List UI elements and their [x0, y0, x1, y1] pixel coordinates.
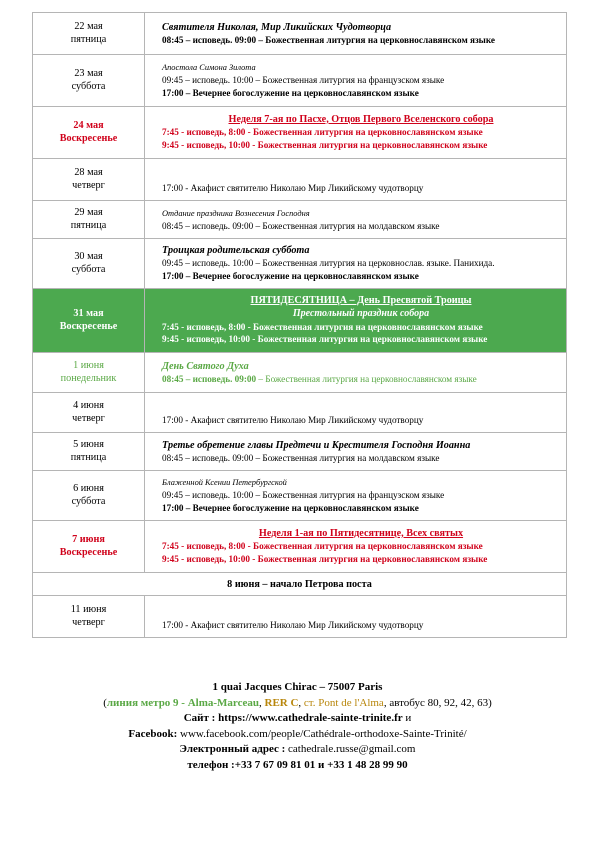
fast-note: 8 июня – начало Петрова поста — [33, 573, 567, 596]
service-line: 09:45 – исповедь. 10:00 – Божественная литургия на церковнослав. языке. Панихида. — [162, 258, 495, 269]
schedule-row — [33, 201, 567, 239]
schedule-row — [33, 55, 567, 107]
date: 24 мая — [73, 119, 104, 131]
weekday: понедельник — [60, 372, 117, 384]
schedule-row — [33, 159, 567, 201]
feast-title: Неделя 1-ая по Пятидесятнице, Всех святых — [258, 527, 464, 539]
schedule-row — [33, 433, 567, 471]
date-cell — [33, 393, 145, 433]
service-line: – Божественная литургия на церковнославянском языке — [256, 373, 477, 384]
contact-footer — [0, 680, 595, 774]
saint-title: Блаженной Ксении Петербургской — [162, 478, 287, 488]
service-time: 08:45 – исповедь. 09:00 — [162, 373, 257, 384]
date-cell — [33, 239, 145, 289]
feast-title: Неделя 7-ая по Пасхе, Отцов Первого Вселенского собора — [228, 113, 494, 125]
weekday: четверг — [72, 412, 105, 424]
date-cell — [33, 433, 145, 471]
events-cell — [145, 239, 567, 289]
service-line: 09:45 – исповедь. 10:00 – Божественная литургия на французском языке — [162, 490, 445, 501]
date-cell — [33, 201, 145, 239]
website-link[interactable]: https://www.cathedrale-sainte-trinite.fr — [218, 712, 403, 725]
service-line: 17:00 - Акафист святителю Николаю Мир Ликийскому чудотворцу — [162, 620, 424, 631]
weekday: пятница — [70, 219, 107, 231]
feast-title: Троицкая родительская суббота — [162, 245, 310, 257]
date-cell — [33, 55, 145, 107]
events-cell — [145, 521, 567, 573]
service-line: 7:45 - исповедь, 8:00 - Божественная литургия на церковнославянском языке — [162, 321, 483, 332]
service-line: 09:45 – исповедь. 10:00 – Божественная литургия на французском языке — [162, 75, 445, 86]
date: 28 мая — [74, 166, 103, 178]
service-line: 08:45 – исповедь. 09:00 – Божественная литургия на молдавском языке — [162, 220, 440, 231]
schedule-row — [33, 393, 567, 433]
feast-title: Третье обретение главы Предтечи и Крестителя Господня Иоанна — [162, 439, 471, 451]
rer-line: RER C — [264, 696, 299, 709]
date-cell — [33, 289, 145, 353]
rer-station: ст. Pont de l'Alma — [303, 696, 384, 709]
date: 11 июня — [70, 603, 107, 615]
weekday: четверг — [72, 179, 105, 191]
service-line: 17:00 - Акафист святителю Николаю Мир Ликийскому чудотворцу — [162, 415, 424, 426]
feast-title: ПЯТИДЕСЯТНИЦА – День Пресвятой Троицы — [250, 295, 472, 307]
date-cell — [33, 596, 145, 638]
service-line: 9:45 - исповедь, 10:00 - Божественная литургия на церковнославянском языке — [162, 334, 488, 345]
weekday: суббота — [71, 495, 106, 507]
service-line: 08:45 – исповедь. 09:00 – Божественная литургия на церковнославянском языке — [162, 34, 495, 45]
events-cell — [145, 353, 567, 393]
service-line: 08:45 – исповедь. 09:00 – Божественная литургия на молдавском языке — [162, 452, 440, 463]
date-cell — [33, 521, 145, 573]
schedule-table — [32, 12, 567, 638]
schedule-row — [33, 596, 567, 638]
facebook-link[interactable]: www.facebook.com/people/Cathédrale-orthodoxe-Sainte-Trinité/ — [177, 727, 467, 740]
date: 1 июня — [73, 359, 104, 371]
phone-2: +33 1 48 28 99 90 — [327, 758, 408, 771]
events-cell — [145, 159, 567, 201]
weekday: четверг — [72, 616, 105, 628]
weekday: суббота — [71, 80, 106, 92]
date: 5 июня — [73, 438, 104, 450]
weekday: пятница — [70, 33, 107, 45]
weekday: пятница — [70, 451, 107, 463]
service-line: 9:45 - исповедь, 10:00 - Божественная литургия на церковнославянском языке — [162, 553, 488, 564]
events-cell — [145, 393, 567, 433]
email-link[interactable]: cathedrale.russe@gmail.com — [288, 743, 416, 756]
date-cell — [33, 471, 145, 521]
feast-title: Святителя Николая, Мир Ликийских Чудотворца — [162, 21, 392, 33]
events-cell — [145, 433, 567, 471]
date: 6 июня — [73, 482, 104, 494]
date: 23 мая — [74, 67, 103, 79]
phone-line: телефон :+33 7 67 09 81 01 и +33 1 48 28 99 90 — [187, 758, 408, 771]
email-line: Электронный адрес : cathedrale.russe@gmail.com — [179, 743, 416, 756]
schedule-row — [33, 353, 567, 393]
saint-title: Апостола Симона Зилота — [162, 63, 256, 73]
events-cell — [145, 596, 567, 638]
date: 4 июня — [73, 399, 104, 411]
transport-line: (линия метро 9 - Alma-Marceau, RER C, ст. Pont de l'Alma, автобус 80, 92, 42, 63) — [103, 696, 492, 709]
events-cell — [145, 13, 567, 55]
date-cell — [33, 107, 145, 159]
date: 31 мая — [73, 307, 104, 319]
schedule-row — [33, 107, 567, 159]
metro-line: линия метро 9 - Alma-Marceau — [106, 696, 259, 709]
events-cell — [145, 55, 567, 107]
date-cell — [33, 159, 145, 201]
schedule-row-trinity — [33, 289, 567, 353]
service-line: 17:00 – Вечернее богослужение на церковнославянском языке — [162, 271, 419, 281]
events-cell — [145, 471, 567, 521]
address: 1 quai Jacques Chirac – 75007 Paris — [212, 681, 383, 693]
service-line: 17:00 - Акафист святителю Николаю Мир Ликийскому чудотворцу — [162, 183, 424, 194]
patronal-feast: Престольный праздник собора — [292, 307, 430, 319]
facebook-line: Facebook: www.facebook.com/people/Cathédrale-orthodoxe-Sainte-Trinité/ — [128, 727, 467, 740]
date-cell — [33, 13, 145, 55]
weekday: суббота — [71, 263, 106, 275]
schedule-row — [33, 239, 567, 289]
date: 7 июня — [72, 533, 105, 545]
events-cell — [145, 289, 567, 353]
service-line: 9:45 - исповедь, 10:00 - Божественная литургия на церковнославянском языке — [162, 139, 488, 150]
events-cell — [145, 107, 567, 159]
weekday: Воскресенье — [59, 132, 118, 144]
service-line: 7:45 - исповедь, 8:00 - Божественная литургия на церковнославянском языке — [162, 541, 483, 552]
weekday: Воскресенье — [59, 546, 118, 558]
saint-title: Отдание праздника Вознесения Господня — [162, 208, 310, 218]
service-line: 17:00 – Вечернее богослужение на церковнославянском языке — [162, 503, 419, 513]
date: 29 мая — [74, 206, 103, 218]
schedule-note-row — [33, 573, 567, 596]
date: 22 мая — [74, 20, 103, 32]
events-cell — [145, 201, 567, 239]
bus-lines: , автобус 80, 92, 42, 63) — [383, 696, 492, 709]
schedule-row — [33, 13, 567, 55]
date: 30 мая — [74, 250, 103, 262]
website-line: Сайт : https://www.cathedrale-sainte-trinite.fr и — [183, 712, 412, 725]
phone-1: +33 7 67 09 81 01 — [234, 758, 316, 771]
service-line: 7:45 - исповедь, 8:00 - Божественная литургия на церковнославянском языке — [162, 127, 483, 138]
date-cell — [33, 353, 145, 393]
schedule-row — [33, 521, 567, 573]
schedule-row — [33, 471, 567, 521]
service-line: 17:00 – Вечернее богослужение на церковнославянском языке — [162, 88, 419, 98]
weekday: Воскресенье — [59, 320, 118, 332]
feast-title: День Святого Духа — [162, 360, 249, 372]
